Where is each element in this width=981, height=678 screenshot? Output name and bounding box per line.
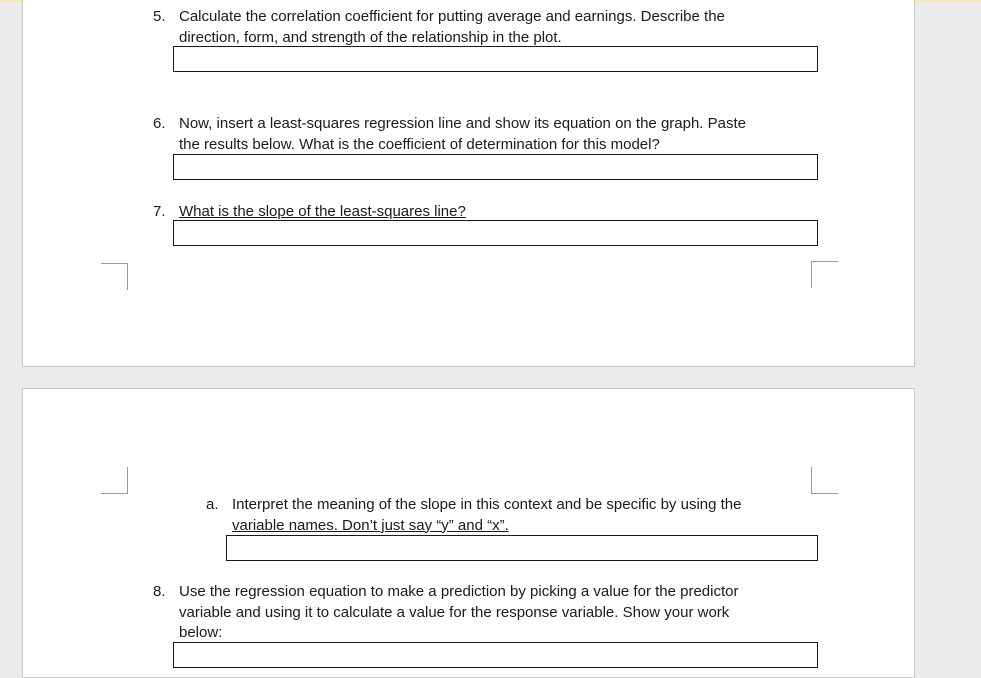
document-page-2 [22, 388, 915, 678]
document-page-1 [22, 0, 915, 367]
question-5 [153, 7, 853, 49]
question-6-text-line2: the results below. What is the coefficient of determination for this model? [179, 135, 660, 153]
answer-box-7[interactable] [173, 220, 818, 246]
question-6-number: 6. [153, 115, 166, 132]
question-8-text-line2: variable and using it to calculate a value for the response variable. Show your work [179, 603, 730, 621]
page-2-crop-mark-right [811, 467, 838, 494]
page-2-crop-mark-left [101, 467, 128, 494]
answer-box-8[interactable] [173, 642, 818, 668]
page-1-crop-mark-left [101, 263, 128, 290]
answer-box-5[interactable] [173, 46, 818, 72]
question-7a-text-line1: Interpret the meaning of the slope in this context and be specific by using the [232, 496, 742, 513]
question-7-text: What is the slope of the least-squares line? [179, 203, 466, 220]
answer-box-6[interactable] [173, 154, 818, 180]
question-7-number: 7. [153, 203, 166, 220]
question-8-text-line3: below: [179, 624, 223, 641]
question-5-number: 5. [153, 8, 166, 25]
question-6-text-line1: Now, insert a least-squares regression line and show its equation on the graph. Paste [179, 115, 746, 132]
question-7a-text-line2: variable names. Don’t just say “y” and “x”. [232, 516, 509, 534]
question-8-number: 8. [153, 583, 166, 600]
question-5-text-line2: direction, form, and strength of the relationship in the plot. [179, 28, 562, 46]
question-6 [153, 114, 853, 156]
question-8 [153, 582, 853, 645]
answer-box-7a[interactable] [226, 535, 818, 561]
page-1-crop-mark-right [811, 261, 838, 288]
question-7a [206, 495, 846, 537]
question-5-text-line1: Calculate the correlation coefficient for putting average and earnings. Describe the [179, 8, 725, 25]
question-8-text-line1: Use the regression equation to make a prediction by picking a value for the predictor [179, 583, 739, 600]
question-7a-letter: a. [206, 496, 219, 513]
